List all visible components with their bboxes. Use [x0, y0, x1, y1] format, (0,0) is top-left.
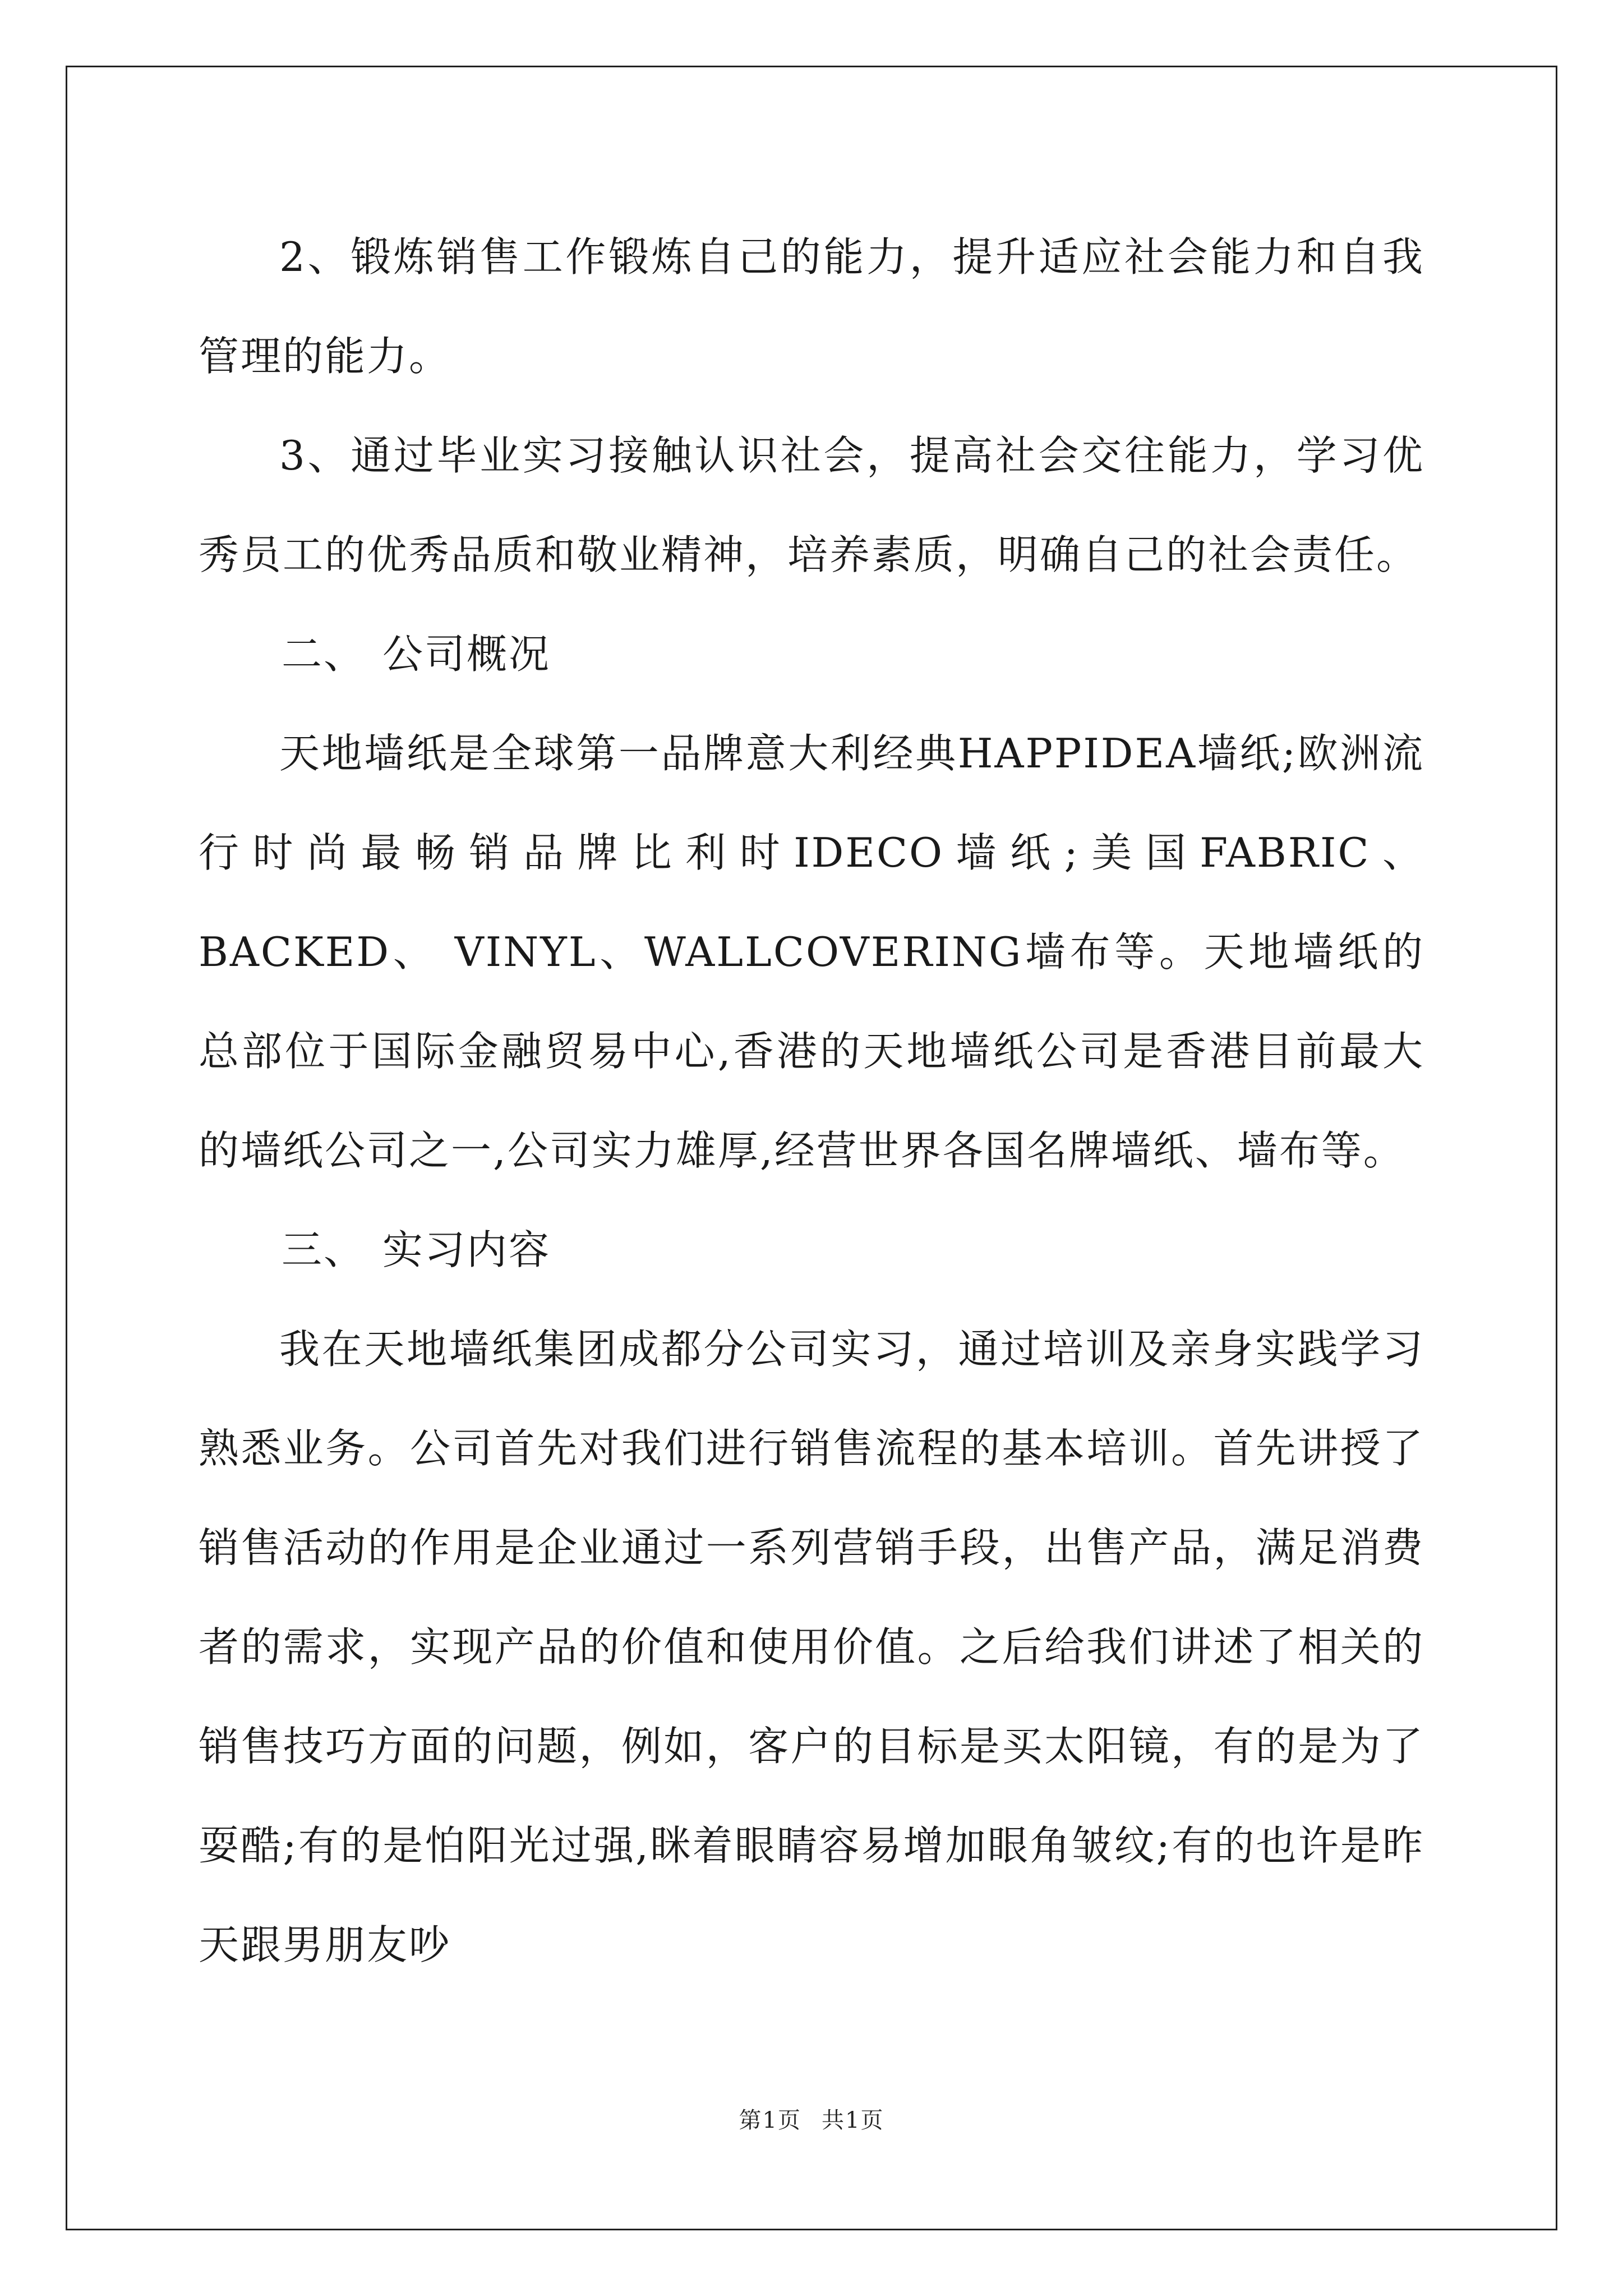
section-number: 三、 — [282, 1226, 366, 1273]
section-title: 公司概况 — [382, 631, 551, 678]
paragraph-internship-content: 我在天地墙纸集团成都分公司实习，通过培训及亲身实践学习熟悉业务。公司首先对我们进行销售流程的基本培训。首先讲授了销售活动的作用是企业通过一系列营销手段，出售产品，满足消费者的需求，实现产品的价值和使用价值。之后给我们讲述了相关的销售技巧方面的问题，例如，客户的目标是买太阳镜，有的是为了耍酷;有的是怕阳光过强,眯着眼睛容易增加眼角皱纹;有的也许是昨天跟男朋友吵 — [199, 1326, 1424, 1968]
section-number: 二、 — [282, 631, 366, 678]
page-number-current: 第1页 — [739, 2108, 801, 2133]
section-title: 实习内容 — [382, 1226, 551, 1273]
section-heading-internship-content — [199, 1200, 1424, 1300]
document-body — [199, 208, 1424, 1995]
page-number-total: 共1页 — [822, 2108, 884, 2133]
paragraph-company-overview: 天地墙纸是全球第一品牌意大利经典HAPPIDEA墙纸;欧洲流行时尚最畅销品牌比利时IDECO墙纸;美国FABRIC、BACKED、 VINYL、WALLCOVERING墙布等。天地墙纸的总部位于国际金融贸易中心,香港的天地墙纸公司是香港目前最大的墙纸公司之一,公司实力雄厚,经营世界各国名牌墙纸、墙布等。 — [199, 730, 1424, 1174]
page-footer — [0, 2102, 1623, 2134]
paragraph-objective-3: 3、通过毕业实习接触认识社会，提高社会交往能力，学习优秀员工的优秀品质和敬业精神，培养素质，明确自己的社会责任。 — [199, 432, 1424, 578]
paragraph-objective-2: 2、锻炼销售工作锻炼自己的能力，提升适应社会能力和自我管理的能力。 — [199, 233, 1424, 380]
section-heading-company-overview — [199, 605, 1424, 704]
